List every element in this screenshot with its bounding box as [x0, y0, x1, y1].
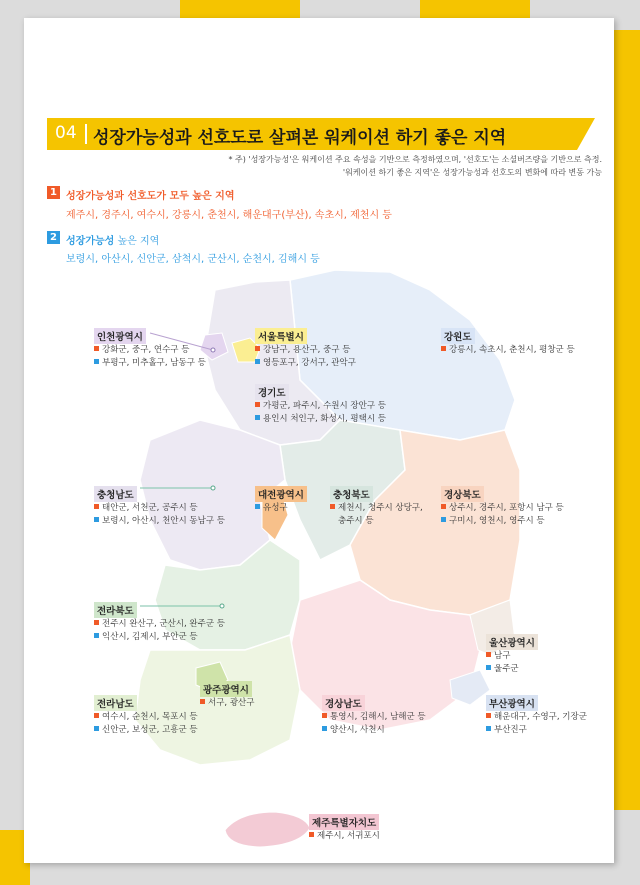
- region-orange-text: 강남구, 용산구, 중구 등: [263, 345, 351, 355]
- region-orange-text: 해운대구, 수영구, 기장군: [494, 712, 587, 722]
- region-orange-text: 제천시, 청주시 상당구,: [338, 503, 423, 513]
- title-number: 04: [55, 123, 77, 143]
- orange-square-icon: [200, 699, 205, 704]
- section-1-body: 제주시, 경주시, 여수시, 강릉시, 춘천시, 해운대구(부산), 속초시, 제천시 등: [66, 210, 392, 221]
- section-2-number: 2: [47, 231, 60, 244]
- region-blue-text: 구미시, 영천시, 영주시 등: [449, 516, 545, 526]
- region-orange-item: [200, 697, 254, 710]
- orange-square-icon: [486, 713, 491, 718]
- region-orange-item: [322, 711, 426, 724]
- region-blue-item: [486, 724, 587, 737]
- orange-square-icon: [255, 346, 260, 351]
- region-daejeon: [255, 483, 307, 515]
- region-orange-text: 서구, 광산구: [208, 698, 255, 708]
- region-blue-item: [94, 724, 198, 737]
- region-chungnam: [94, 483, 225, 528]
- orange-square-icon: [255, 402, 260, 407]
- orange-square-icon: [322, 713, 327, 718]
- section-1-number: 1: [47, 186, 60, 199]
- blue-square-icon: [322, 726, 327, 731]
- orange-square-icon: [94, 504, 99, 509]
- blue-square-icon: [255, 415, 260, 420]
- blue-square-icon: [94, 359, 99, 364]
- region-orange-item: [486, 711, 587, 724]
- region-orange-item: [330, 502, 423, 515]
- region-blue-text: 울주군: [494, 664, 519, 674]
- region-orange-text: 상주시, 경주시, 포항시 남구 등: [449, 503, 564, 513]
- region-name: 부산광역시: [486, 695, 538, 711]
- region-name: 서울특별시: [255, 328, 307, 344]
- region-orange-text: 여수시, 순천시, 목포시 등: [102, 712, 198, 722]
- region-name: 충청남도: [94, 486, 137, 502]
- blue-square-icon: [486, 726, 491, 731]
- region-orange-item: [255, 400, 386, 413]
- region-name: 충청북도: [330, 486, 373, 502]
- region-blue-text: 부산진구: [494, 725, 527, 735]
- region-blue-item: [322, 724, 426, 737]
- section-2-title-rest: 높은 지역: [114, 236, 160, 247]
- region-blue-text: 보령시, 아산시, 천안시 동남구 등: [102, 516, 225, 526]
- region-blue-text: 영등포구, 강서구, 관악구: [263, 358, 356, 368]
- region-blue-text: 익산시, 김제시, 부안군 등: [102, 632, 198, 642]
- region-orange-item: [486, 650, 538, 663]
- region-orange-item: [94, 618, 225, 631]
- orange-square-icon: [94, 346, 99, 351]
- leader-incheon-dot: [211, 348, 215, 352]
- page-title: 성장가능성과 선호도로 살펴본 워케이션 하기 좋은 지역: [93, 128, 507, 148]
- section-2-body: 보령시, 아산시, 신안군, 삼척시, 군산시, 순천시, 김해시 등: [66, 254, 320, 265]
- region-name: 제주특별자치도: [309, 814, 379, 830]
- region-orange-item: [94, 711, 198, 724]
- region-blue-text: 유성구: [263, 503, 288, 513]
- section-2-title-strong: 성장가능성: [66, 236, 115, 247]
- map-jeju: [225, 812, 310, 847]
- region-name: 경상남도: [322, 695, 365, 711]
- region-blue-item: [441, 515, 564, 528]
- orange-square-icon: [330, 504, 335, 509]
- region-blue-text: 양산시, 사천시: [330, 725, 385, 735]
- region-name: 대전광역시: [255, 486, 307, 502]
- region-blue-item: [486, 663, 538, 676]
- orange-square-icon: [486, 652, 491, 657]
- blue-square-icon: [255, 504, 260, 509]
- region-jeju: [309, 811, 380, 843]
- region-name: 경상북도: [441, 486, 484, 502]
- region-blue-item: [94, 357, 206, 370]
- section-1-title: 성장가능성과 선호도가 모두 높은 지역: [66, 191, 235, 202]
- region-blue-item: [255, 357, 356, 370]
- region-blue-text: 신안군, 보성군, 고흥군 등: [102, 725, 198, 735]
- region-orange-text: 강릉시, 속초시, 춘천시, 평창군 등: [449, 345, 575, 355]
- orange-square-icon: [94, 713, 99, 718]
- region-ulsan: [486, 631, 538, 676]
- blue-square-icon: [255, 359, 260, 364]
- blue-square-icon: [441, 517, 446, 522]
- region-blue-item: [255, 502, 307, 515]
- region-jeonbuk: [94, 599, 225, 644]
- region-name: 광주광역시: [200, 681, 252, 697]
- region-name: 전라남도: [94, 695, 137, 711]
- region-chungbuk: [330, 483, 423, 528]
- region-jeonnam: [94, 692, 198, 737]
- region-orange-text: 제주시, 서귀포시: [317, 831, 380, 841]
- blue-square-icon: [94, 726, 99, 731]
- region-orange-item: [441, 502, 564, 515]
- region-gyeongnam: [322, 692, 426, 737]
- region-seoul: [255, 325, 356, 370]
- region-name: 울산광역시: [486, 634, 538, 650]
- region-blue-text: 부평구, 미추홀구, 남동구 등: [102, 358, 206, 368]
- region-orange-text: 통영시, 김해시, 남해군 등: [330, 712, 426, 722]
- orange-square-icon: [441, 504, 446, 509]
- region-blue-text: 용인시 처인구, 화성시, 평택시 등: [263, 414, 386, 424]
- region-orange-text: 가평군, 파주시, 수원시 장안구 등: [263, 401, 386, 411]
- region-orange-item: [309, 830, 380, 843]
- region-blue-item: [255, 413, 386, 426]
- blue-square-icon: [94, 633, 99, 638]
- region-name: 강원도: [441, 328, 475, 344]
- orange-square-icon: [94, 620, 99, 625]
- region-orange-text: 전주시 완산구, 군산시, 완주군 등: [102, 619, 225, 629]
- region-incheon: [94, 325, 206, 370]
- region-blue-item: [94, 631, 225, 644]
- region-name: 전라북도: [94, 602, 137, 618]
- orange-square-icon: [309, 832, 314, 837]
- region-orange-text: 남구: [494, 651, 511, 661]
- region-gwangju: [200, 678, 254, 710]
- footnote-line-2: '워케이션 하기 좋은 지역'은 성장가능성과 선호도의 변화에 따라 변동 가능: [342, 168, 602, 177]
- region-gyeonggi: [255, 381, 386, 426]
- region-busan: [486, 692, 587, 737]
- region-name: 경기도: [255, 384, 289, 400]
- region-orange-item-cont: 충주시 등: [338, 516, 374, 526]
- region-orange-item: [255, 344, 356, 357]
- region-orange-item: [441, 344, 575, 357]
- region-orange-text: 강화군, 중구, 연수구 등: [102, 345, 190, 355]
- blue-square-icon: [94, 517, 99, 522]
- footnote-line-1: * 주) '성장가능성'은 워케이션 주요 속성을 기반으로 측정하였으며, '선호도'는 소셜버즈량을 기반으로 측정.: [228, 155, 602, 164]
- region-orange-text: 태안군, 서천군, 공주시 등: [102, 503, 198, 513]
- orange-square-icon: [441, 346, 446, 351]
- region-gangwon: [441, 325, 575, 357]
- region-orange-item: [94, 502, 225, 515]
- region-blue-item: [94, 515, 225, 528]
- region-name: 인천광역시: [94, 328, 146, 344]
- region-orange-item: [94, 344, 206, 357]
- blue-square-icon: [486, 665, 491, 670]
- region-gyeongbuk: [441, 483, 564, 528]
